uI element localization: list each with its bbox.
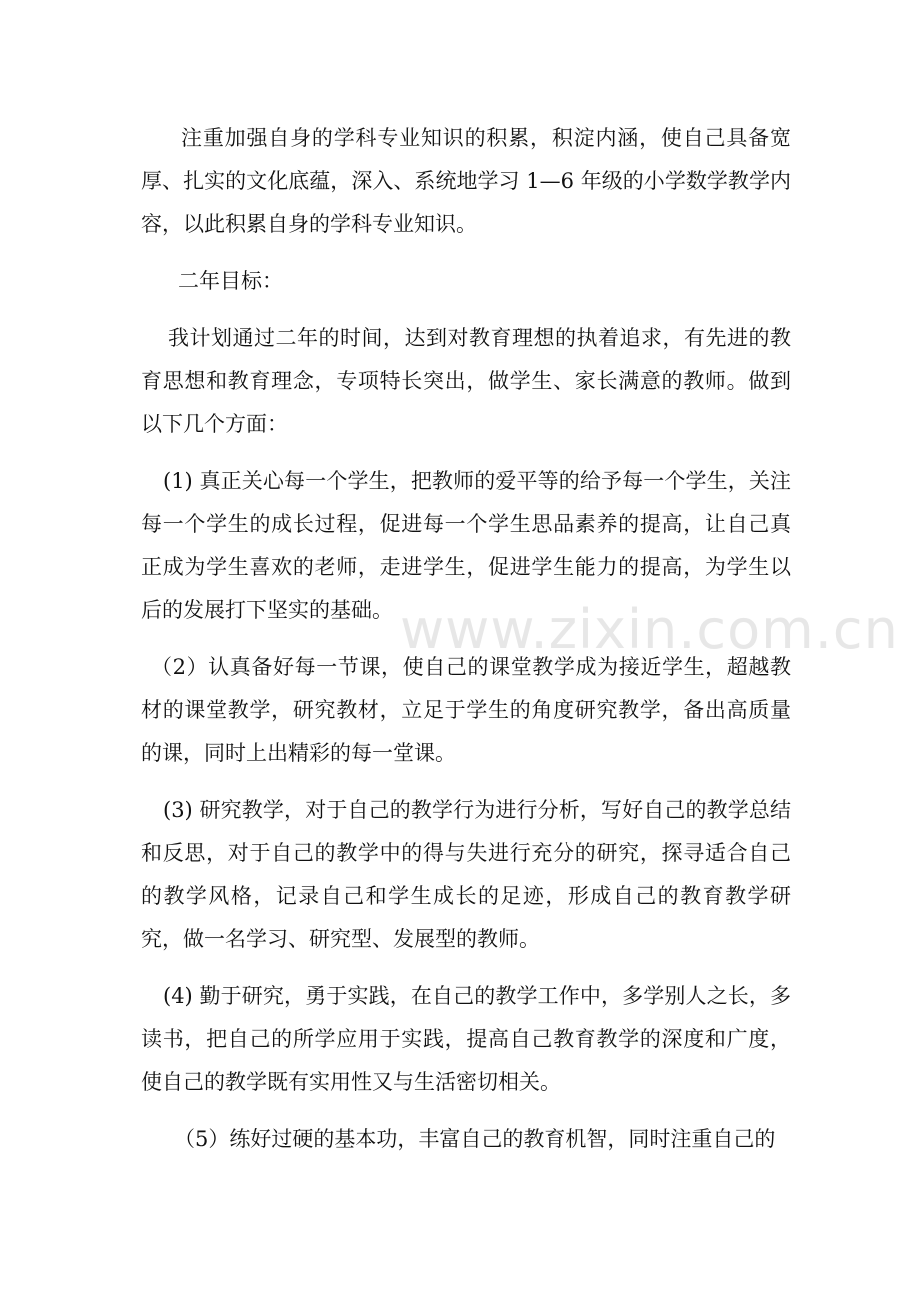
- paragraph-item-1: (1) 真正关心每一个学生，把教师的爱平等的给予每一个学生，关注每一个学生的成长过程，促进每一个学生思品素养的提高，让自己真正成为学生喜欢的老师，走进学生，促进学生能力的提高，为学生以后的发展打下坚实的基础。: [141, 469, 791, 622]
- paragraph-item-5: （5）练好过硬的基本功，丰富自己的教育机智，同时注重自己的: [174, 1127, 776, 1151]
- paragraph-item-3: (3) 研究教学，对于自己的教学行为进行分析，写好自己的教学总结和反思，对于自己的教学中的得与失进行充分的研究，探寻适合自己的教学风格，记录自己和学生成长的足迹，形成自己的教育教学研究，做一名学习、研究型、发展型的教师。: [141, 798, 791, 951]
- site-watermark: www.zixin.com.cn: [400, 598, 899, 661]
- paragraph-knowledge-accumulation: 注重加强自身的学科专业知识的积累，积淀内涵，使自己具备宽厚、扎实的文化底蕴，深入、系统地学习 1—6 年级的小学数学教学内容，以此积累自身的学科专业知识。: [141, 126, 791, 236]
- document-body: [141, 117, 791, 1175]
- paragraph-two-year-plan: 我计划通过二年的时间，达到对教育理想的执着追求，有先进的教育思想和教育理念，专项特长突出，做学生、家长满意的教师。做到以下几个方面：: [141, 326, 791, 436]
- paragraph-item-2: （2）认真备好每一节课，使自己的课堂教学成为接近学生，超越教材的课堂教学，研究教材，立足于学生的角度研究教学，备出高质量的课，同时上出精彩的每一堂课。: [141, 655, 791, 765]
- paragraph-item-4: (4) 勤于研究，勇于实践，在自己的教学工作中，多学别人之长，多读书，把自己的所学应用于实践，提高自己教育教学的深度和广度，使自己的教学既有实用性又与生活密切相关。: [141, 984, 791, 1094]
- heading-two-year-goal: 二年目标：: [178, 269, 283, 293]
